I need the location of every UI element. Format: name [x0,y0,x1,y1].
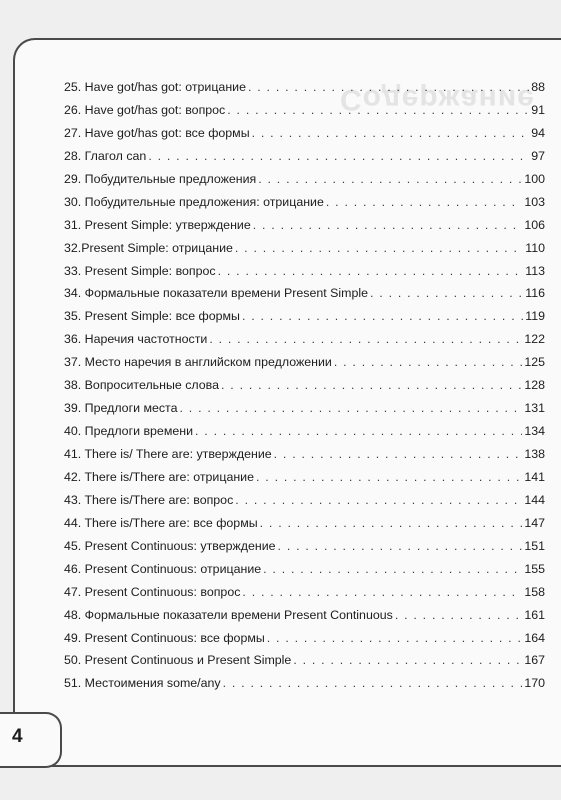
toc-entry [64,516,545,539]
toc-entry-page: 170 [524,676,545,691]
dot-leader [274,447,523,461]
toc-entry-title: 28. Глагол can [64,148,147,163]
toc-entry-title: 31. Present Simple: утверждение [64,217,251,232]
toc-entry [64,103,545,126]
toc-entry [64,470,545,493]
toc-entry-title: 30. Побудительные предложения: отрицание [64,194,324,209]
dot-leader [278,539,523,553]
toc-entry-title: 48. Формальные показатели времени Present Continuous [64,607,393,622]
toc-entry [64,126,545,149]
dot-leader [218,264,524,278]
dot-leader [180,401,523,415]
toc-entry-page: 167 [524,653,545,668]
toc-entry-page: 134 [524,424,545,439]
dot-leader [326,195,522,209]
page-number: 4 [12,726,23,747]
dot-leader [395,608,523,622]
toc-entry-title: 50. Present Continuous и Present Simple [64,653,292,668]
toc-entry [64,676,545,699]
toc-entry-page: 122 [524,332,545,347]
toc-entry-page: 94 [531,125,545,140]
dot-leader [235,493,522,507]
toc-entry [64,172,545,195]
toc-entry-page: 103 [524,194,545,209]
dot-leader [209,332,522,346]
toc-entry-title: 46. Present Continuous: отрицание [64,561,262,576]
toc-entry [64,631,545,654]
toc-entry-page: 155 [524,561,545,576]
toc-entry [64,218,545,241]
toc-entry-title: 29. Побудительные предложения [64,171,257,186]
dot-leader [252,126,530,140]
toc-entry [64,562,545,585]
dot-leader [148,149,529,163]
toc-entry-page: 138 [524,447,545,461]
toc-entry-page: 91 [531,102,545,117]
bleed-through-heading: Содержание [340,83,535,116]
toc-entry-page: 119 [525,309,545,324]
toc-entry-page: 128 [524,378,545,393]
toc-entry-page: 100 [524,171,545,186]
toc-entry-page: 116 [525,286,545,301]
dot-leader [242,309,523,323]
toc-entry-title: 36. Наречия частотности [64,332,208,347]
toc-entry-title: 40. Предлоги времени [64,424,193,439]
dot-leader [221,378,522,392]
toc-entry [64,378,545,401]
toc-entry-title: 25. Have got/has got: отрицание [64,80,246,94]
toc-entry-title: 38. Вопросительные слова [64,378,220,393]
toc-entry [64,80,545,103]
dot-leader [334,355,522,369]
toc-entry-title: 45. Present Continuous: утверждение [64,538,276,553]
dot-leader [223,676,523,690]
toc-entry [64,241,545,264]
toc-entry-page: 161 [524,607,545,622]
dot-leader [195,424,522,438]
toc-entry [64,264,545,287]
toc-entry-title: 33. Present Simple: вопрос [64,263,216,278]
dot-leader [258,172,522,186]
toc-entry [64,539,545,562]
toc-entry-title: 41. There is/ There are: утверждение [64,447,272,461]
dot-leader [256,470,522,484]
toc-entry-page: 144 [524,492,545,507]
toc-entry [64,585,545,608]
toc-entry-title: 32.Present Simple: отрицание [64,240,233,255]
toc-entry-page: 158 [524,584,545,599]
dot-leader [235,241,523,255]
toc-entry-page: 151 [524,538,545,553]
toc-entry-title: 37. Место наречия в английском предложении [64,355,332,370]
dot-leader [260,516,523,530]
toc-entry-title: 27. Have got/has got: все формы [64,125,250,140]
toc-entry-title: 39. Предлоги места [64,401,178,416]
dot-leader [227,103,529,117]
toc-entry [64,355,545,378]
page-number-tab [0,712,62,768]
toc-entry-title: 35. Present Simple: все формы [64,309,240,324]
toc-entry [64,332,545,355]
toc-entry-page: 147 [524,515,545,530]
toc-entry-title: 49. Present Continuous: все формы [64,630,265,645]
toc-entry [64,195,545,218]
toc-entry-page: 106 [524,217,545,232]
toc-entry [64,447,545,470]
toc-entry-page: 97 [531,148,545,163]
toc-entry-title: 51. Местоимения some/any [64,676,221,691]
dot-leader [253,218,523,232]
dot-leader [267,631,523,645]
toc-entry [64,493,545,516]
dot-leader [370,286,523,300]
toc-entry [64,608,545,631]
table-of-contents [64,80,545,699]
toc-entry [64,309,545,332]
toc-entry-title: 44. There is/There are: все формы [64,515,258,530]
toc-entry [64,401,545,424]
toc-entry-page: 110 [525,240,545,255]
toc-entry-title: 43. There is/There are: вопрос [64,492,234,507]
toc-entry-page: 141 [524,469,545,484]
dot-leader [248,80,529,94]
dot-leader [263,562,522,576]
dot-leader [242,585,522,599]
dot-leader [293,653,522,667]
toc-entry-page: 88 [531,80,545,94]
toc-entry [64,149,545,172]
toc-entry [64,286,545,309]
toc-entry [64,653,545,676]
toc-entry [64,424,545,447]
toc-entry-page: 131 [524,401,545,416]
toc-entry-title: 34. Формальные показатели времени Present Simple [64,286,368,301]
toc-entry-page: 125 [524,355,545,370]
toc-entry-title: 42. There is/There are: отрицание [64,469,254,484]
toc-entry-page: 164 [524,630,545,645]
toc-entry-title: 26. Have got/has got: вопрос [64,102,226,117]
toc-entry-title: 47. Present Continuous: вопрос [64,584,241,599]
toc-entry-page: 113 [525,263,545,278]
